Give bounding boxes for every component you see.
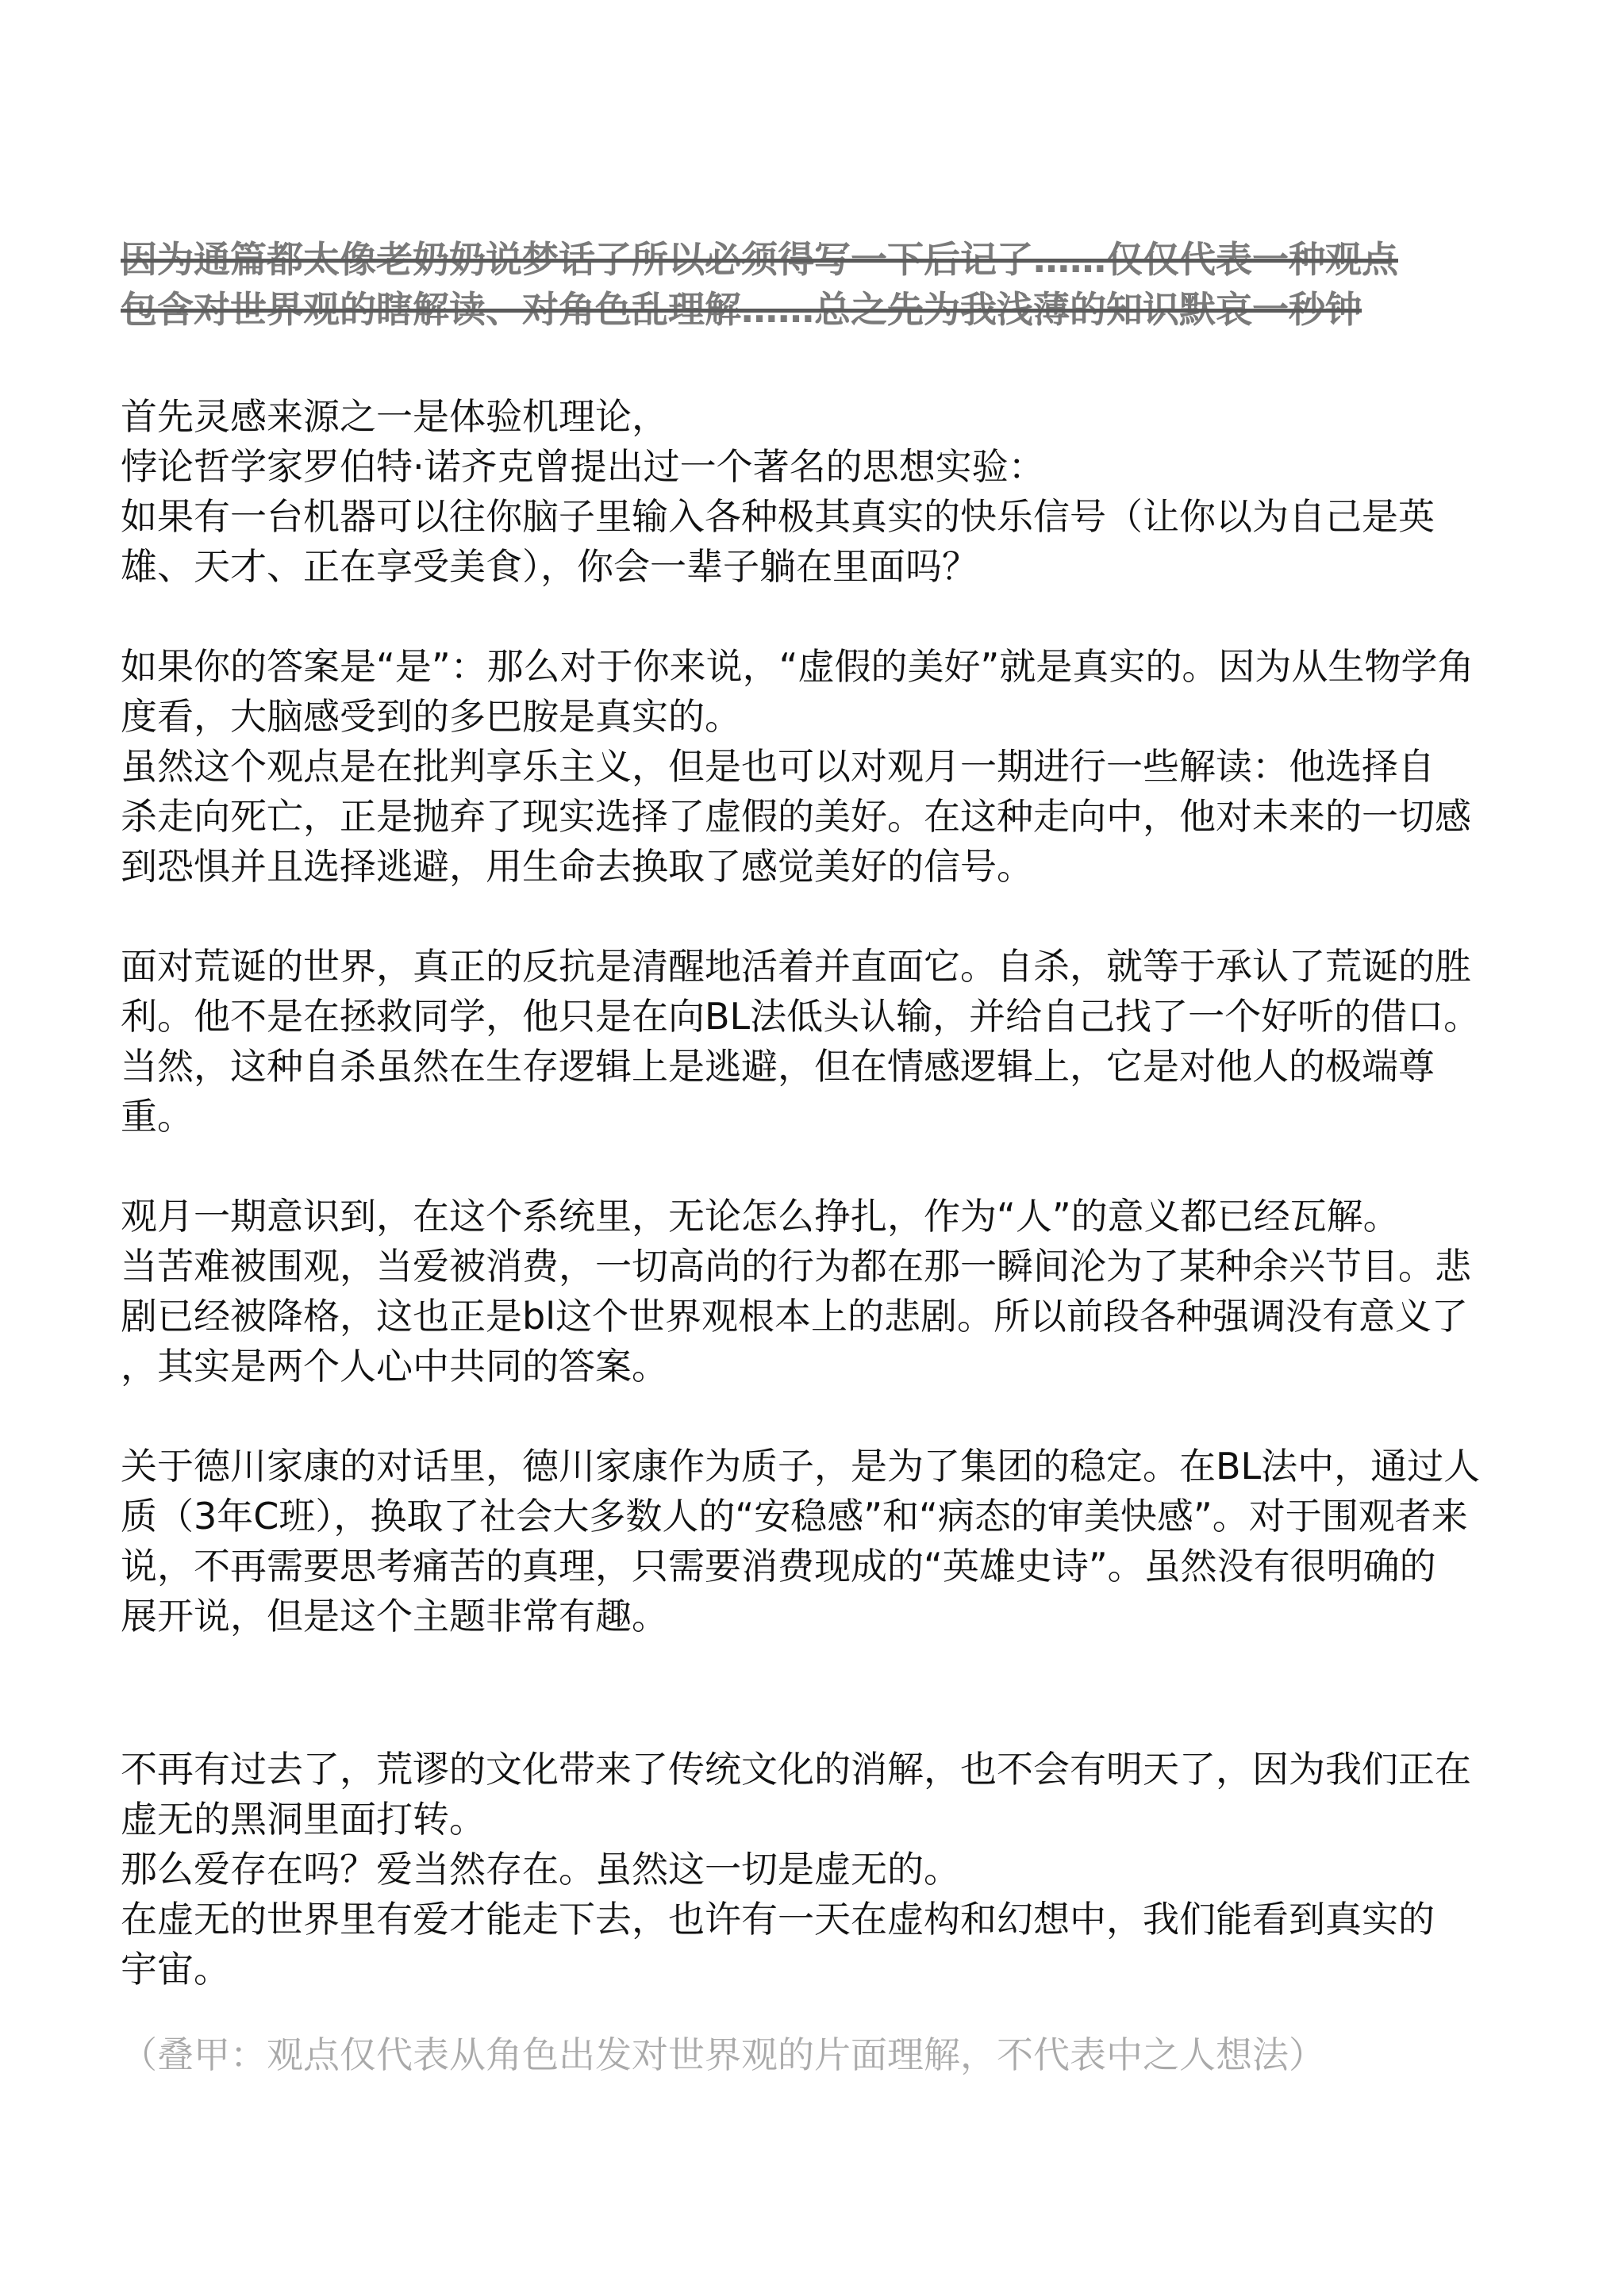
body-line: 悖论哲学家罗伯特·诺齐克曾提出过一个著名的思想实验： xyxy=(121,445,1045,488)
preface-line: 因为通篇都太像老奶奶说梦话了所以必须得写一下后记了……仅仅代表一种观点 xyxy=(121,238,1398,281)
body-line: 不再有过去了，荒谬的文化带来了传统文化的消解，也不会有明天了，因为我们正在 xyxy=(121,1748,1471,1791)
body-line: ，其实是两个人心中共同的答案。 xyxy=(121,1345,668,1388)
paragraph-love-and-void xyxy=(121,1745,1517,1995)
body-line: 虽然这个观点是在批判享乐主义，但是也可以对观月一期进行一些解读：他选择自 xyxy=(121,745,1435,788)
body-line: 如果你的答案是“是”：那么对于你来说，“虚假的美好”就是真实的。因为从生物学角 xyxy=(121,645,1474,688)
paragraph-system-meaning xyxy=(121,1192,1517,1392)
paragraph-experience-machine xyxy=(121,392,1517,592)
body-line: 雄、天才、正在享受美食），你会一辈子躺在里面吗？ xyxy=(121,545,978,588)
body-line: 质（3年C班），换取了社会大多数人的“安稳感”和“病态的审美快感”。对于围观者来 xyxy=(121,1495,1468,1538)
body-line: 重。 xyxy=(121,1095,194,1138)
strikethrough-preface xyxy=(121,235,1517,335)
paragraph-absurd-world xyxy=(121,942,1517,1142)
body-line: 在虚无的世界里有爱才能走下去，也许有一天在虚构和幻想中，我们能看到真实的 xyxy=(121,1898,1435,1941)
paragraph-false-beauty xyxy=(121,642,1517,892)
body-line: 面对荒诞的世界，真正的反抗是清醒地活着并直面它。自杀，就等于承认了荒诞的胜 xyxy=(121,945,1471,988)
body-line: 首先灵感来源之一是体验机理论， xyxy=(121,395,668,438)
disclaimer-note: （叠甲：观点仅代表从角色出发对世界观的片面理解，不代表中之人想法） xyxy=(121,2033,1325,2076)
body-line: 利。他不是在拯救同学，他只是在向BL法低头认输，并给自己找了一个好听的借口。 xyxy=(121,995,1481,1038)
document-body xyxy=(121,235,1517,2117)
body-line: 杀走向死亡，正是抛弃了现实选择了虚假的美好。在这种走向中，他对未来的一切感 xyxy=(121,795,1471,838)
body-line: 展开说，但是这个主题非常有趣。 xyxy=(121,1595,668,1638)
body-line: 如果有一台机器可以往你脑子里输入各种极其真实的快乐信号（让你以为自己是英 xyxy=(121,495,1435,538)
body-line: 关于德川家康的对话里，德川家康作为质子，是为了集团的稳定。在BL法中，通过人 xyxy=(121,1445,1481,1488)
body-line: 剧已经被降格，这也正是bl这个世界观根本上的悲剧。所以前段各种强调没有意义了 xyxy=(121,1295,1468,1338)
paragraph-tokugawa xyxy=(121,1442,1517,1641)
body-line: 当苦难被围观，当爱被消费，一切高尚的行为都在那一瞬间沦为了某种余兴节目。悲 xyxy=(121,1245,1471,1288)
preface-line: 包含对世界观的瞎解读、对角色乱理解……总之先为我浅薄的知识默哀一秒钟 xyxy=(121,288,1362,331)
body-line: 宇宙。 xyxy=(121,1948,230,1991)
body-line: 度看，大脑感受到的多巴胺是真实的。 xyxy=(121,695,741,738)
body-line: 虚无的黑洞里面打转。 xyxy=(121,1798,486,1841)
body-line: 说，不再需要思考痛苦的真理，只需要消费现成的“英雄史诗”。虽然没有很明确的 xyxy=(121,1545,1436,1588)
body-line: 当然，这种自杀虽然在生存逻辑上是逃避，但在情感逻辑上，它是对他人的极端尊 xyxy=(121,1045,1435,1088)
body-line: 观月一期意识到，在这个系统里，无论怎么挣扎，作为“人”的意义都已经瓦解。 xyxy=(121,1195,1400,1238)
body-line: 到恐惧并且选择逃避，用生命去换取了感觉美好的信号。 xyxy=(121,845,1033,888)
body-line: 那么爱存在吗？爱当然存在。虽然这一切是虚无的。 xyxy=(121,1848,960,1891)
